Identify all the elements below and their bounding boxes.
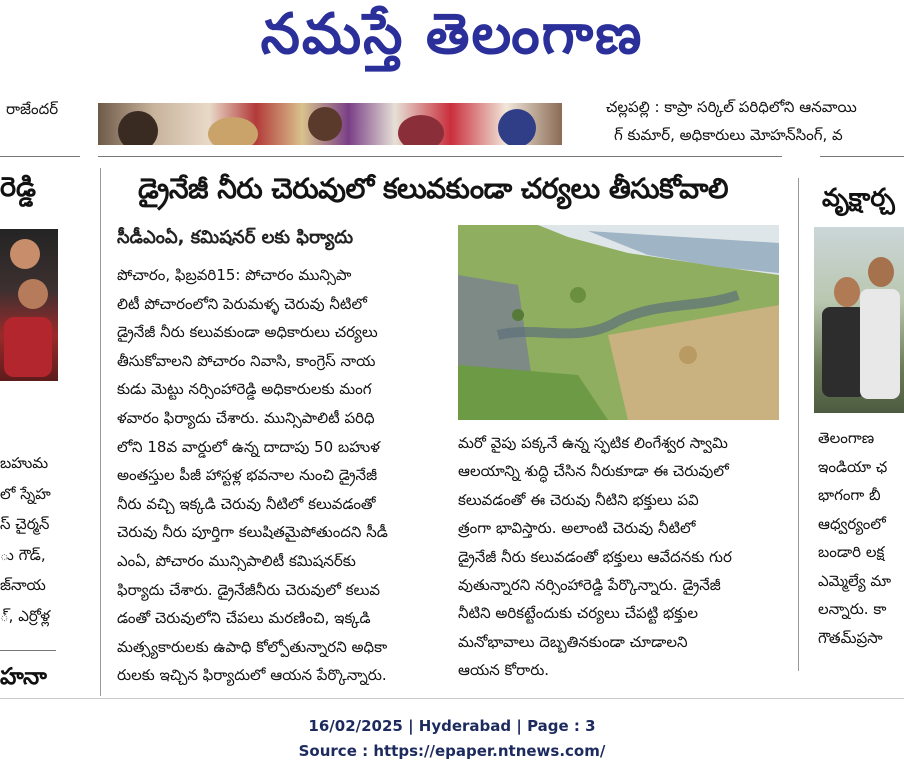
text-line: ఇండియా ఛ <box>818 457 888 476</box>
text-line: రులకు ఇచ్చిన ఫిర్యాదులో ఆయన పేర్కొన్నారు. <box>117 666 387 685</box>
text-line: నీటిని అరికట్టేందుకు చర్యలు చేపట్టి భక్తుల <box>458 604 698 623</box>
article-subheadline: సీడీఎంఏ, కమిషనర్ లకు ఫిర్యాదు <box>117 227 354 248</box>
text-line: లిటీ పోచారంలోని పెరుమళ్ళ చెరువు నీటిలో <box>117 294 367 313</box>
text-line: కుడు మెట్టు నర్సింహారెడ్డి అధికారులకు మంగ <box>117 380 372 399</box>
right-column-headline: వృక్షార్చ <box>822 183 895 212</box>
top-right-snippet-line1: చల్లపల్లి : కాప్రా సర్కిల్ పరిధిలోని ఆనవాయి <box>606 98 857 116</box>
left-column-photo <box>0 229 58 381</box>
text-line: ఆధ్వర్యంలో <box>818 514 886 533</box>
footer-source: Source : https://epaper.ntnews.com/ <box>298 742 606 760</box>
text-line: లోని 18వ వార్డులో ఉన్న దాదాపు 50 బహుళ <box>117 437 380 456</box>
masthead <box>0 0 904 70</box>
column-divider <box>100 168 101 696</box>
text-line: డ్రైనేజీ నీరు కలువడంతో భక్తులు ఆవేదనకు గుర <box>458 547 732 566</box>
divider <box>820 156 904 157</box>
divider <box>0 650 56 651</box>
article-body-column-2 <box>458 429 780 685</box>
left-column-body <box>0 448 51 631</box>
text-line: ళవారం ఫిర్యాదు చేశారు. మున్సిపాలిటీ పరిధి <box>117 408 375 427</box>
text-line: త్రంగా భావిస్తారు. అలాంటి చెరువు నీటిలో <box>458 519 696 538</box>
text-line: స్ చైర్మన్ <box>0 515 50 533</box>
footer-date-edition: 16/02/2025 | Hyderabad | Page : 3 <box>308 717 596 735</box>
right-column-photo <box>814 227 904 413</box>
text-line: పోచారం, ఫిబ్రవరి15: పోచారం మున్సిపా <box>117 266 352 284</box>
text-line: కలువడంతో ఈ చెరువు నీటిని భక్తులు పవి <box>458 490 699 509</box>
lake-photo <box>458 225 779 420</box>
top-left-snippet: రాజేందర్ <box>6 100 59 118</box>
top-right-snippet-line2: గ్ కుమార్, అధికారులు మోహన్‌సింగ్, వ <box>614 126 843 144</box>
text-line: అంతస్తుల పీజీ హాస్టళ్ల భవనాల నుంచి డ్రైనేజీ <box>117 466 378 485</box>
text-line: మనోభావాలు దెబ్బతినకుండా చూడాలని <box>458 632 688 651</box>
text-line: మత్స్యకారులకు ఉపాధి కోల్పోతున్నారని అధికా <box>117 637 388 656</box>
text-line: లన్నారు. కా <box>818 600 887 618</box>
text-line: గౌతమ్‌ప్రసా <box>818 628 883 647</box>
top-strip-photo <box>98 103 562 145</box>
divider <box>98 156 782 157</box>
left-bottom-headline: హనా <box>0 664 47 690</box>
text-line: తెలంగాణ <box>818 429 875 447</box>
text-line: ఎమ్మెల్యే మా <box>818 571 892 590</box>
text-line: ్, ఎర్రోళ్ల <box>0 606 51 625</box>
text-line: డ్రైనేజీ నీరు కలువకుండా అధికారులు చర్యలు <box>117 323 378 342</box>
text-line: భాగంగా బీ <box>818 486 881 504</box>
text-line: మరో వైపు పక్కనే ఉన్న స్ఫటిక లింగేశ్వర స్వామి <box>458 434 728 452</box>
text-line: వుతున్నారని నర్సింహారెడ్డి పేర్కొన్నారు. డ్రైనేజీ <box>458 576 721 595</box>
article-headline: డ్రైనేజీ నీరు చెరువులో కలువకుండా చర్యలు తీసుకోవాలి <box>138 172 729 205</box>
text-line: లో స్నేహ <box>0 484 51 503</box>
text-line: నీరు వచ్చి ఇక్కడి చెరువు నీటిలో కలువడంతో <box>117 494 376 513</box>
left-column-headline: రెడ్డి <box>0 172 36 203</box>
newspaper-title: నమస్తే తెలంగాణ <box>260 2 644 67</box>
lake-photo-image <box>458 225 779 420</box>
text-line: తీసుకోవాలని పోచారం నివాసి, కాంగ్రెస్ నాయ <box>117 351 376 370</box>
column-divider <box>798 178 799 671</box>
article-body-column-1 <box>117 261 449 690</box>
text-line: ఆయన కోరారు. <box>458 661 550 680</box>
text-line: చెరువు నీరు పూర్తిగా కలుషితమైపోతుందని సీడీ <box>117 523 388 542</box>
text-line: డంతో చెరువులోని చేపలు మరణించి, ఇక్కడి <box>117 609 371 628</box>
text-line: బండారి లక్ష <box>818 543 885 561</box>
page-bottom-divider <box>0 698 904 699</box>
text-line: ఫిర్యాదు చేశారు. డ్రైనేజీనీరు చెరువులో కలువ <box>117 580 381 599</box>
right-column-body <box>818 424 891 652</box>
text-line: జ్‌నాయ <box>0 576 46 594</box>
divider <box>0 156 80 157</box>
text-line: ఎంఏ, పోచారం మున్సిపాలిటీ కమిషనర్‌కు <box>117 551 356 570</box>
text-line: బహుమ <box>0 454 49 472</box>
text-line: ఆలయాన్ని శుద్ధి చేసిన నీరుకూడా ఈ చెరువులో <box>458 462 729 481</box>
text-line: ు గౌడ్, <box>0 545 46 564</box>
